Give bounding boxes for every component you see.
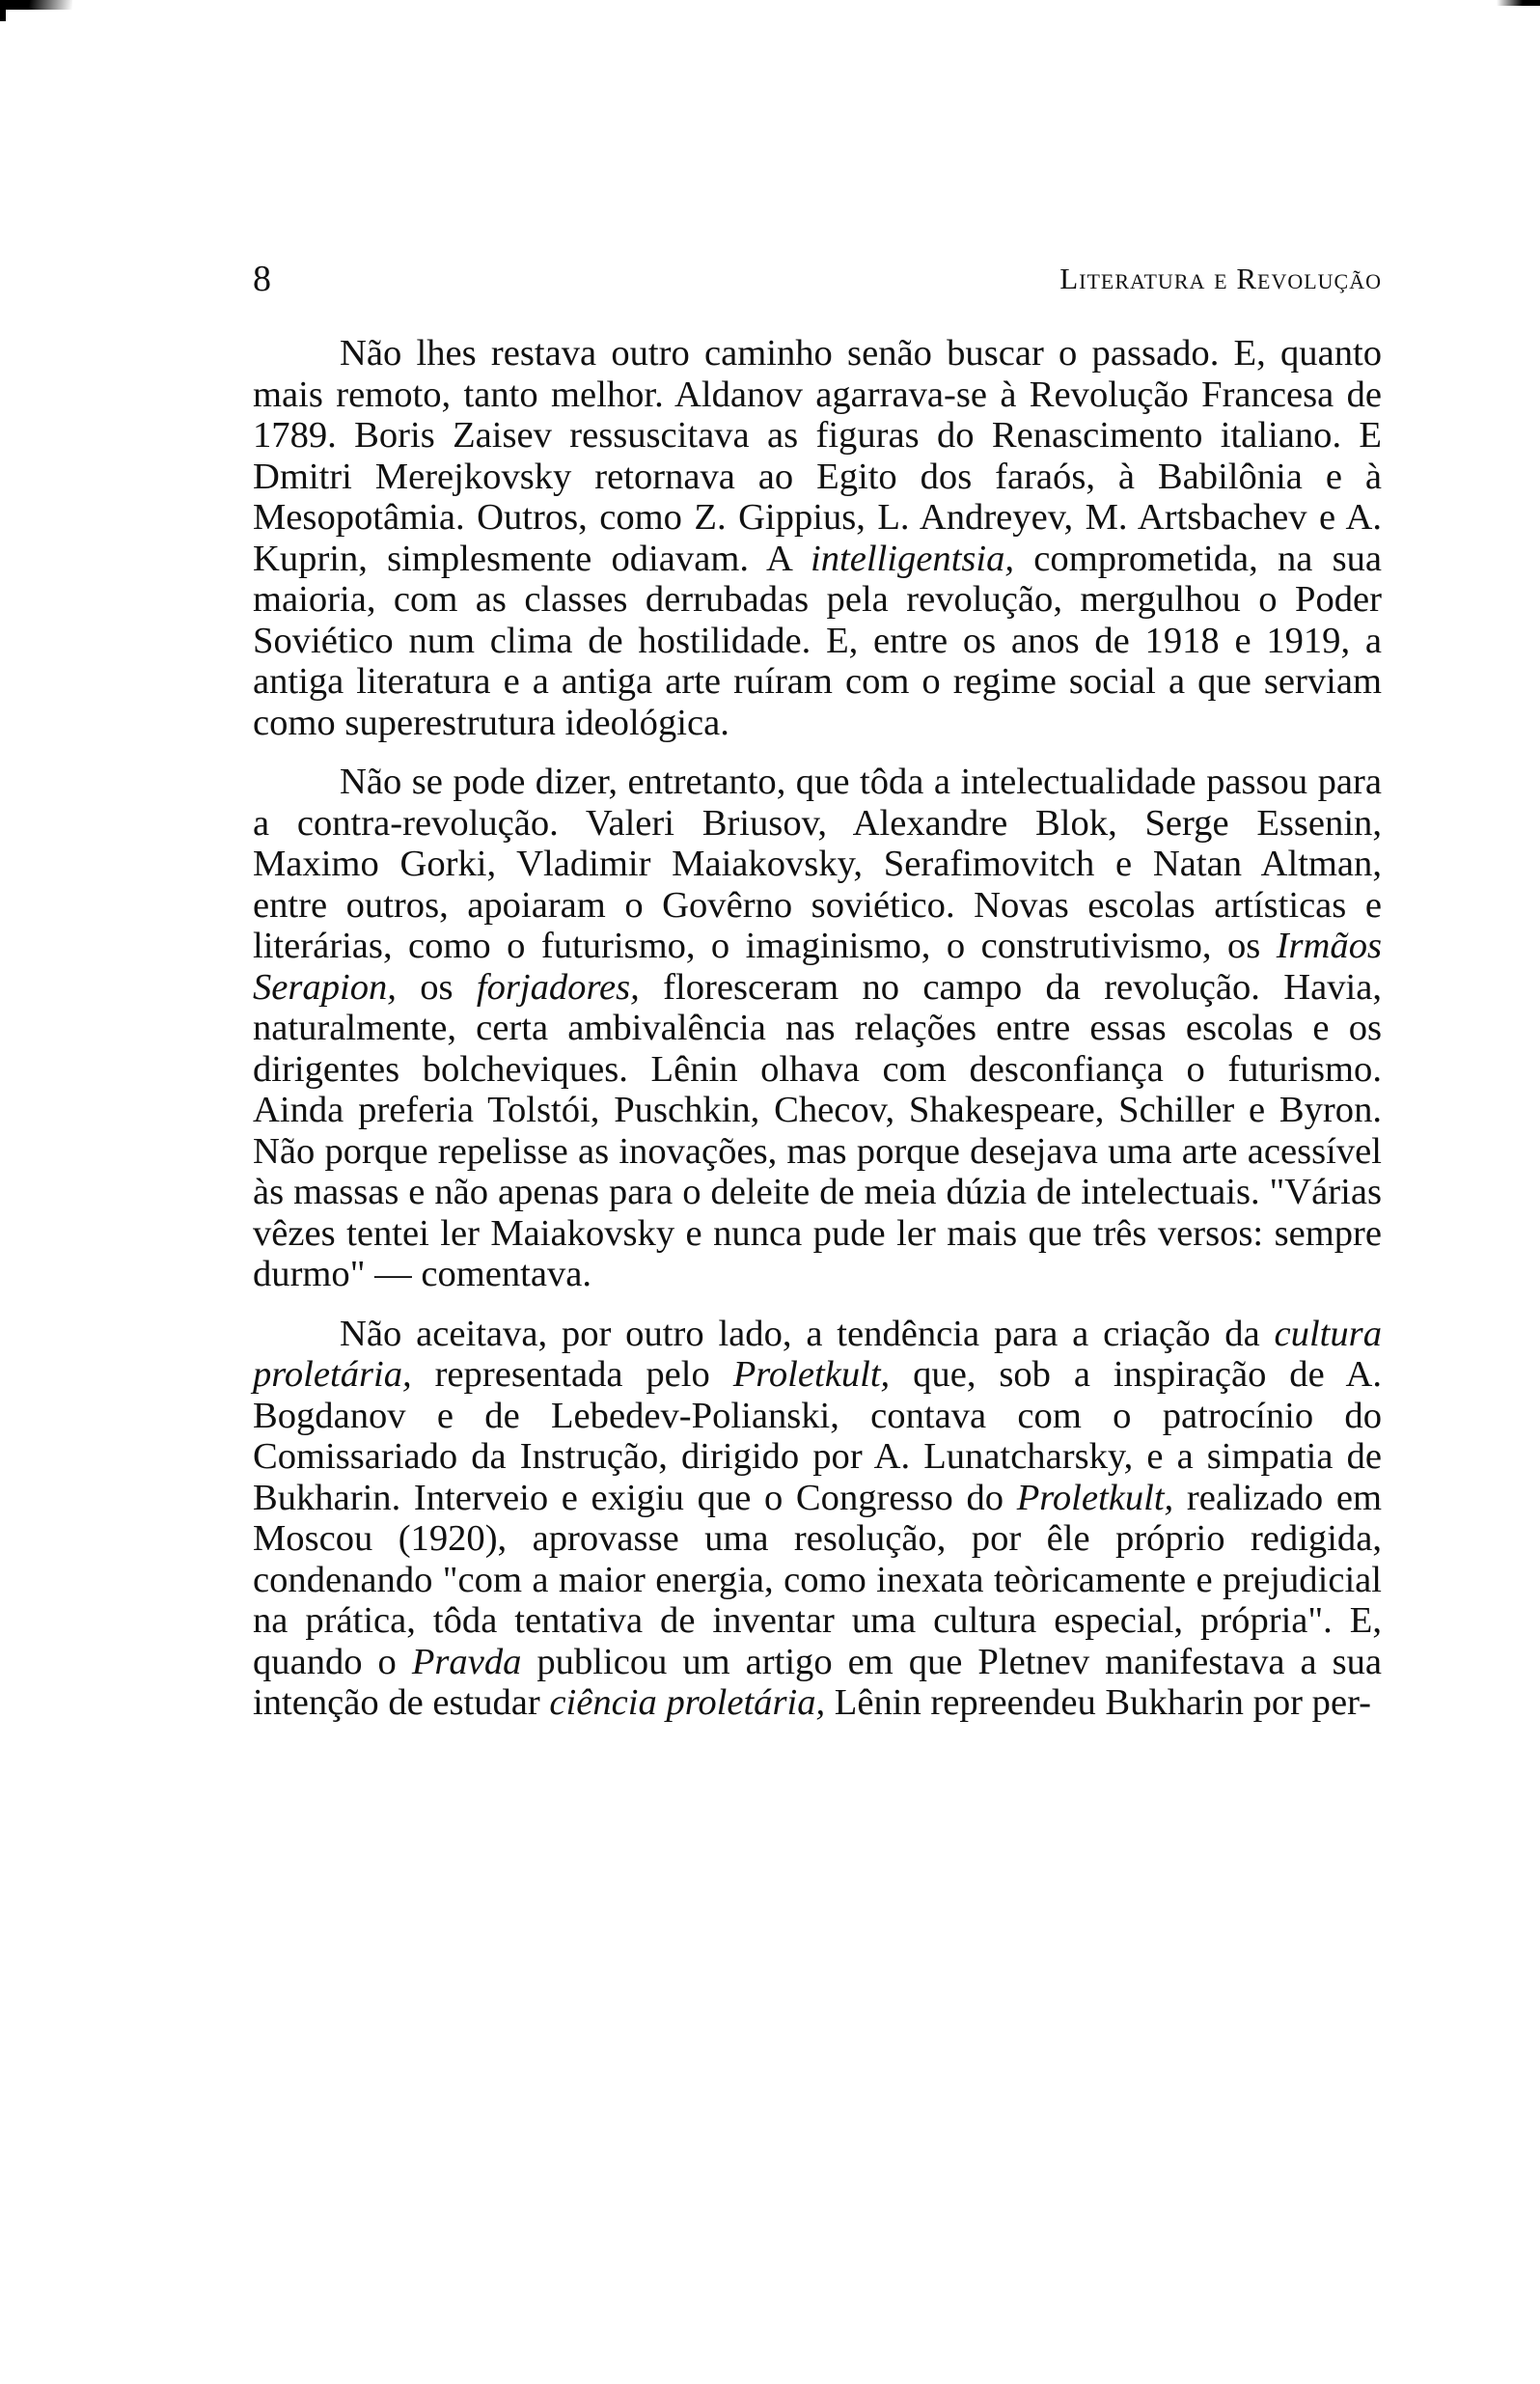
page-header xyxy=(253,255,1382,303)
italic-term: intelligentsia, xyxy=(810,538,1015,579)
paragraph-2 xyxy=(253,762,1382,1295)
italic-term: cultura proletária, xyxy=(253,1313,1382,1395)
text-run: Não lhes restava outro caminho senão buscar o passado. E, quanto mais remoto, tanto melhor. Aldanov agarrava-se à Revolução Francesa de 1789. Boris Zaisev ressuscitava as figuras do Renascimento italiano. E Dmitri Merejkovsky retornava ao Egito dos faraós, à Babilônia e à Mesopotâmia. Outros, como Z. Gippius, L. Andreyev, M. Artsbachev e A. Kuprin, simplesmente odiavam. A xyxy=(253,333,1382,579)
text-run: que, sob a inspiração de A. Bogdanov e de Lebedev-Polianski, contava com o patrocínio do Comissariado da Instrução, dirigido por A. Lunatcharsky, e a simpatia de Bukharin. Interveio e exigiu que o Congresso do xyxy=(253,1354,1382,1518)
italic-term: Proletkult, xyxy=(732,1354,891,1395)
scan-edge-mark-right xyxy=(1497,0,1540,6)
body-text xyxy=(253,333,1382,1724)
paragraph-3 xyxy=(253,1314,1382,1724)
italic-term: ciência proletária, xyxy=(549,1682,826,1723)
text-run: representada pelo xyxy=(411,1354,733,1395)
text-run: realizado em Moscou (1920), aprovasse uma resolução, por êle próprio redigida, condenando "com a maior energia, como inexata teòricamente e prejudicial na prática, tôda tentativa de inventar uma cultura especial, própria". E, quando o xyxy=(253,1477,1382,1682)
italic-term: Irmãos Serapion, xyxy=(253,926,1382,1008)
paragraph-1 xyxy=(253,333,1382,743)
page-number: 8 xyxy=(253,259,271,299)
text-run: Não aceitava, por outro lado, a tendência para a criação da xyxy=(340,1313,1275,1354)
text-run: os xyxy=(396,966,477,1008)
italic-term: Proletkult, xyxy=(1016,1477,1174,1518)
text-run: Lênin repreendeu Bukharin por per- xyxy=(825,1682,1372,1723)
text-run: floresceram no campo da revolução. Havia, naturalmente, certa ambivalência nas relações entre essas escolas e os dirigentes bolcheviques. Lênin olhava com desconfiança o futurismo. Ainda preferia Tolstói, Puschkin, Checov, Shakespeare, Schiller e Byron. Não porque repelisse as inovações, mas porque desejava uma arte acessível às massas e não apenas para o deleite de meia dúzia de intelectuais. "Várias vêzes tentei ler Maiakovsky e nunca pude ler mais que três versos: sempre durmo" — comentava. xyxy=(253,966,1382,1294)
text-run: Não se pode dizer, entretanto, que tôda a intelectualidade passou para a contra-revolução. Valeri Briusov, Alexandre Blok, Serge Essenin, Maximo Gorki, Vladimir Maiakovsky, Serafimovitch e Natan Altman, entre outros, apoiaram o Govêrno soviético. Novas escolas artísticas e literárias, como o futurismo, o imaginismo, o construtivismo, os xyxy=(253,762,1382,966)
scan-edge-mark-left xyxy=(0,0,72,10)
text-run: publicou um artigo em que Pletnev manifestava a sua intenção de estudar xyxy=(253,1641,1382,1723)
italic-term: forjadores, xyxy=(476,966,640,1008)
italic-term: Pravda xyxy=(411,1641,522,1682)
text-run: comprometida, na sua maioria, com as classes derrubadas pela revolução, mergulhou o Poder Soviético num clima de hostilidade. E, entre os anos de 1918 e 1919, a antiga literatura e a antiga arte ruíram com o regime social a que serviam como superestrutura ideológica. xyxy=(253,538,1382,743)
running-head: Literatura e Revolução xyxy=(1059,262,1382,295)
